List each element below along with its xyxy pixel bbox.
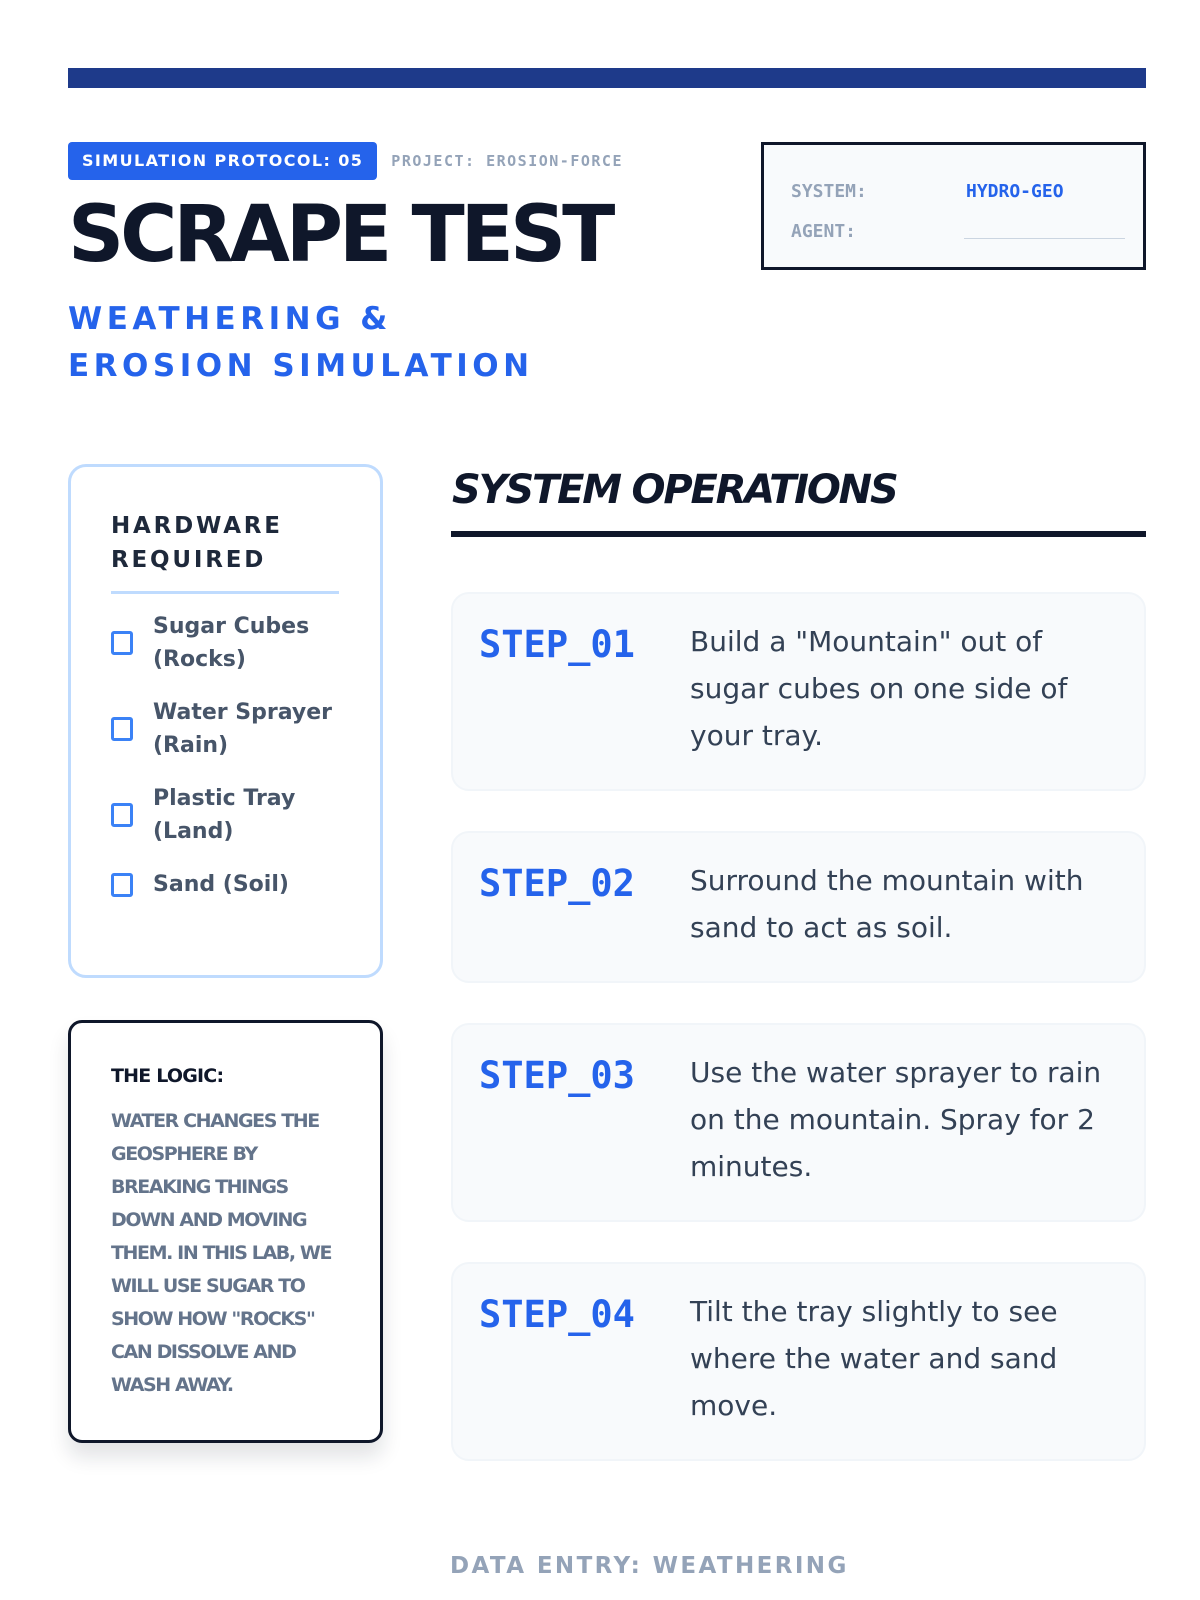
logic-title: THE LOGIC: — [111, 1065, 224, 1087]
system-label: SYSTEM: — [791, 180, 867, 202]
step-text: Use the water sprayer to rain on the mountain. Spray for 2 minutes. — [690, 1056, 1102, 1183]
footer-label: DATA ENTRY: WEATHERING — [450, 1553, 849, 1579]
page-subtitle: WEATHERING & EROSION SIMULATION — [68, 301, 534, 384]
protocol-badge: SIMULATION PROTOCOL: 05 — [68, 142, 377, 180]
hardware-item-label: Sand (Soil) — [153, 872, 289, 897]
step-text: Tilt the tray slightly to see where the water and sand move. — [690, 1295, 1058, 1422]
hardware-item-label: Sugar Cubes (Rocks) — [153, 614, 310, 672]
system-row — [791, 171, 1125, 211]
agent-label: AGENT: — [791, 220, 857, 242]
hardware-item-label: Plastic Tray (Land) — [153, 786, 296, 844]
logic-card — [68, 1020, 383, 1443]
hardware-item-label: Water Sprayer (Rain) — [153, 700, 332, 758]
header — [68, 142, 708, 390]
step-id: STEP_02 — [479, 862, 635, 905]
list-item — [111, 610, 380, 676]
operations-title: SYSTEM OPERATIONS — [452, 467, 897, 513]
step-card — [451, 831, 1146, 983]
list-item — [111, 696, 380, 762]
step-card — [451, 1262, 1146, 1461]
checkbox-water-sprayer[interactable] — [111, 717, 133, 741]
step-id: STEP_01 — [479, 623, 635, 666]
hardware-divider — [111, 591, 339, 594]
agent-input-line[interactable] — [964, 217, 1125, 239]
list-item — [111, 782, 380, 848]
agent-row — [791, 211, 1125, 251]
checkbox-plastic-tray[interactable] — [111, 803, 133, 827]
checkbox-sand[interactable] — [111, 873, 133, 897]
meta-row — [68, 142, 708, 180]
logic-body: WATER CHANGES THE GEOSPHERE BY BREAKING THINGS DOWN AND MOVING THEM. IN THIS LAB, WE WILL USE SUGAR TO SHOW HOW "ROCKS" CAN DISSOLVE AND WASH AWAY. — [111, 1110, 332, 1396]
step-card — [451, 1023, 1146, 1222]
checkbox-sugar-cubes[interactable] — [111, 631, 133, 655]
page-title: SCRAPE TEST — [68, 190, 612, 280]
step-text: Surround the mountain with sand to act as soil. — [690, 864, 1084, 944]
list-item — [111, 868, 380, 901]
top-accent-bar — [68, 68, 1146, 88]
hardware-title: HARDWARE REQUIRED — [111, 513, 283, 573]
operations-divider — [451, 531, 1146, 537]
step-id: STEP_04 — [479, 1293, 635, 1336]
step-text: Build a "Mountain" out of sugar cubes on one side of your tray. — [690, 625, 1068, 752]
step-card — [451, 592, 1146, 791]
project-label: PROJECT: EROSION-FORCE — [391, 152, 623, 170]
hardware-list — [111, 610, 380, 901]
system-info-box — [761, 142, 1146, 270]
step-id: STEP_03 — [479, 1054, 635, 1097]
system-value: HYDRO-GEO — [966, 180, 1064, 202]
hardware-card — [68, 464, 383, 978]
